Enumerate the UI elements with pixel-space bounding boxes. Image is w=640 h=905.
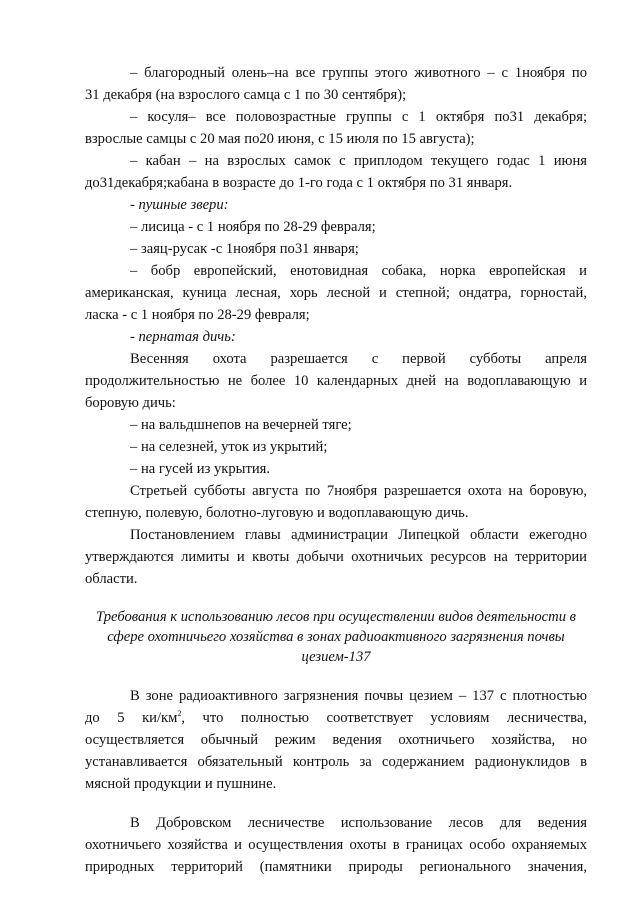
text-line: боровую дичь:: [85, 395, 176, 411]
text-line: Постановлением главы администрации Липецкой области ежегодно: [130, 527, 587, 543]
section-heading: цезием-137: [301, 649, 371, 665]
text-line: – на вальдшнепов на вечерней тяге;: [130, 417, 352, 433]
text-line: – кабан – на взрослых самок с приплодом текущего годас 1 июня: [130, 153, 587, 169]
section-heading: сфере охотничьего хозяйства в зонах радиоактивного загрязнения почвы: [107, 629, 565, 645]
text-line: природных территорий (памятники природы регионального значения,: [85, 859, 587, 875]
text-line: осуществляется обычный режим ведения охотничьего хозяйства, но: [85, 732, 587, 748]
text-line: – заяц-русак -с 1ноября по31 января;: [130, 241, 359, 257]
text-line: утверждаются лимиты и квоты добычи охотничьих ресурсов на территории: [85, 549, 587, 565]
text-line: В Добровском лесничестве использование лесов для ведения: [130, 815, 587, 831]
text-line: – на селезней, уток из укрытий;: [130, 439, 328, 455]
superscript: 2: [177, 709, 182, 718]
subheading-fur-animals: - пушные звери:: [130, 197, 229, 213]
text-line: области.: [85, 571, 138, 587]
text-line: мясной продукции и пушнине.: [85, 776, 277, 792]
text-line: В зоне радиоактивного загрязнения почвы цезием – 137 с плотностью: [130, 688, 587, 704]
text-line: – косуля– все половозрастные группы с 1 октября по31 декабря;: [130, 109, 587, 125]
text-line: – благородный олень–на все группы этого животного – с 1ноября по: [130, 65, 587, 81]
text-line: взрослые самцы с 20 мая по20 июня, с 15 июля по 15 августа);: [85, 131, 475, 147]
section-heading: Требования к использованию лесов при осуществлении видов деятельности в: [96, 609, 576, 625]
text-line: – на гусей из укрытия.: [130, 461, 271, 477]
text-line: до 5 $ки/км^2$, что полностью соответствует условиям лесничества,: [85, 709, 587, 726]
subheading-game-birds: - пернатая дичь:: [130, 329, 236, 345]
text-line: ласка - с 1 ноября по 28-29 февраля;: [85, 307, 310, 323]
text-line: степную, полевую, болотно-луговую и водоплавающую дичь.: [85, 505, 469, 521]
text-line: Весенняя охота разрешается с первой субботы апреля: [130, 351, 587, 367]
text-line: охотничьего хозяйства и осуществления охоты в границах особо охраняемых: [85, 837, 587, 853]
text-line: 31 декабря (на взрослого самца с 1 по 30 сентября);: [85, 87, 407, 103]
text-line: – лисица - с 1 ноября по 28-29 февраля;: [130, 219, 376, 235]
text-line: продолжительностью не более 10 календарных дней на водоплавающую и: [85, 373, 587, 389]
text-line: Стретьей субботы августа по 7ноября разрешается охота на боровую,: [130, 483, 587, 499]
text-line: устанавливается обязательный контроль за содержанием радионуклидов в: [85, 754, 587, 770]
text-line: американская, куница лесная, хорь лесной и степной; ондатра, горностай,: [85, 285, 587, 301]
text-line: – бобр европейский, енотовидная собака, норка европейская и: [130, 263, 587, 279]
text-line: до31декабря;кабана в возрасте до 1-го года с 1 октября по 31 января.: [85, 175, 513, 191]
